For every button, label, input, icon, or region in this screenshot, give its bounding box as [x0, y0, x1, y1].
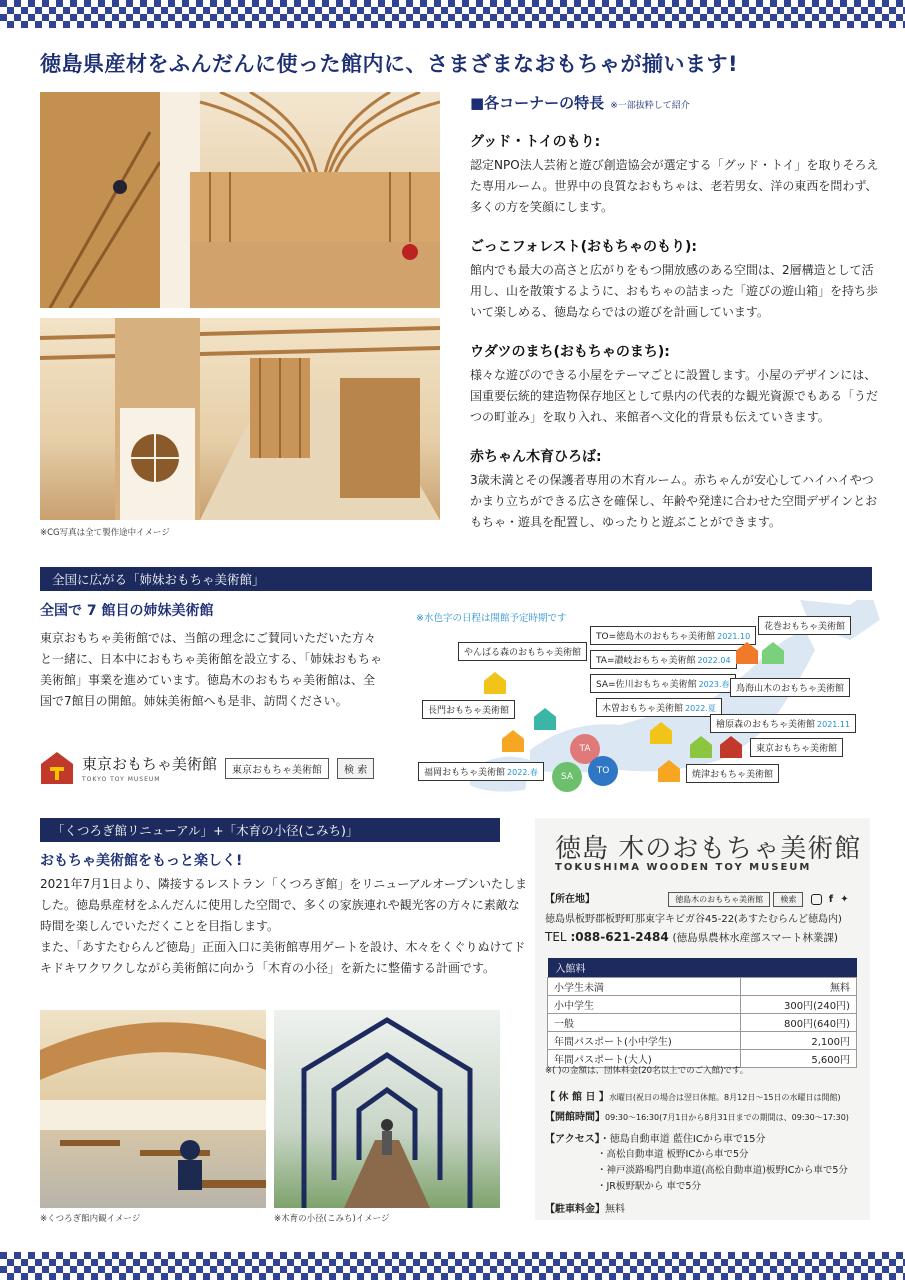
fee-row — [548, 1014, 857, 1032]
parking-label: 【駐車料金】 — [545, 1204, 605, 1215]
fee-row — [548, 978, 857, 996]
fee-row — [548, 996, 857, 1014]
features-heading-text: ■各コーナーの特長 — [470, 94, 605, 112]
fee-value: 2,100円 — [740, 1032, 856, 1050]
museum-name: 福岡おもちゃ美術館 — [424, 768, 506, 778]
features-heading-note: ※一部抜粋して紹介 — [610, 101, 690, 111]
page-headline: 徳島県産材をふんだんに使った館内に、さまざまなおもちゃが揃います! — [40, 52, 739, 76]
legend-year: 2022.04 — [697, 656, 731, 665]
map-legend-item — [590, 626, 756, 645]
legend-text: TA=讃岐おもちゃ美術館 — [596, 656, 696, 666]
museum-label — [458, 642, 587, 661]
closed-text: 水曜日(祝日の場合は翌日休館。8月12日〜15日の水曜日は開館) — [608, 1093, 841, 1102]
feature-item — [470, 446, 880, 533]
twitter-icon[interactable]: ✦ — [840, 894, 849, 905]
info-title-en: TOKUSHIMA WOODEN TOY MUSEUM — [555, 862, 812, 873]
caption-kutsurogi: ※くつろぎ館内観イメージ — [40, 1214, 141, 1224]
sister-section-bar: 全国に広がる「姉妹おもちゃ美術館」 — [40, 567, 872, 591]
feature-title: グッド・トイのもり: — [470, 134, 601, 150]
feature-item — [470, 341, 880, 428]
museum-label — [750, 738, 843, 757]
access-item: ・徳島自動車道 藍住ICから車で15分 — [599, 1134, 766, 1145]
sister-museum-map — [410, 600, 880, 800]
museum-name: 長門おもちゃ美術館 — [428, 706, 510, 716]
circle-marker: TO — [588, 756, 618, 786]
legend-text: TO=徳島木のおもちゃ美術館 — [596, 632, 716, 642]
museum-label — [418, 762, 544, 781]
fee-label: 年間パスポート(小中学生) — [548, 1032, 741, 1050]
museum-label — [710, 714, 856, 733]
feature-body: 認定NPO法人芸術と遊び創造協会が選定する「グッド・トイ」を取りそろえた専用ルーム。世界中の良質なおもちゃは、老若男女、洋の東西を問わず、多くの方を笑顔にします。 — [470, 158, 879, 214]
access-item: ・神戸淡路鳴門自動車道(高松自動車道)板野ICから車で5分 — [597, 1165, 848, 1176]
map-legend-item — [590, 650, 737, 669]
feature-title: 赤ちゃん木育ひろば: — [470, 449, 602, 465]
hours-label: 【開館時間】 — [545, 1112, 605, 1123]
circle-marker: SA — [552, 762, 582, 792]
closed-row — [545, 1088, 841, 1103]
photo-mokuiku-path — [274, 1010, 500, 1208]
features-heading — [470, 92, 880, 113]
photo-interior-town — [40, 318, 440, 520]
facebook-icon[interactable]: f — [828, 894, 834, 905]
access-row — [545, 1130, 766, 1145]
museum-name: 東京おもちゃ美術館 — [756, 744, 838, 754]
feature-title: ウダツのまち(おもちゃのまち): — [470, 344, 670, 360]
map-legend-item — [590, 674, 736, 693]
fee-value: 300円(240円) — [740, 996, 856, 1014]
fee-label: 年間パスポート(大人) — [548, 1050, 741, 1068]
museum-name: 鳥海山木のおもちゃ美術館 — [736, 684, 845, 694]
feature-item — [470, 236, 880, 323]
address: 徳島県板野郡板野町那東字キビガ谷45-22(あすたむらんど徳島内) — [545, 914, 842, 925]
info-search-button: 検索 — [773, 892, 803, 907]
info-search-box: 徳島木のおもちゃ美術館 — [668, 892, 770, 907]
museum-label — [422, 700, 515, 719]
fee-value: 5,600円 — [740, 1050, 856, 1068]
feature-body: 館内でも最大の高さと広がりをもつ開放感のある空間は、2層構造として活用し、山を散策するように、おもちゃの詰まった「遊びの遊山箱」を持ち歩いて楽しめる、徳島ならではの遊びを計画しています。 — [470, 263, 879, 319]
museum-name: 焼津おもちゃ美術館 — [692, 770, 774, 780]
museum-year: 2022.夏 — [685, 704, 716, 713]
fee-table-header: 入館料 — [548, 958, 857, 978]
features-section — [470, 92, 880, 533]
renewal-paragraph: また、「あすたむらんど徳島」正面入口に美術館専用ゲートを設け、木々をくぐりぬけてドキドキワクワクしながら美術館に向かう「木育の小径」を新たに整備する計画です。 — [40, 940, 526, 975]
museum-label — [758, 616, 851, 635]
photo-caption-cg: ※CG写真は全て製作途中イメージ — [40, 528, 170, 538]
renewal-paragraph: 2021年7月1日より、隣接するレストラン「くつろぎ館」をリニューアルオープンいたしました。徳島県産材をふんだんに使用した空間で、多くの家族連れや観光客の方々に素敵な時間を楽しんでいただくことを目指します。 — [40, 877, 528, 933]
museum-name: 花巻おもちゃ美術館 — [764, 622, 846, 632]
parking-row — [545, 1200, 625, 1215]
museum-name: 檜原森のおもちゃ美術館 — [716, 720, 816, 730]
feature-body: 3歳未満とその保護者専用の木育ルーム。赤ちゃんが安心してハイハイやつかまり立ちができる広さを確保し、年齢や発達に合わせた空間デザインとおもちゃ・遊具を配置し、ゆったりと遊ぶことができます。 — [470, 473, 878, 529]
feature-title: ごっこフォレスト(おもちゃのもり): — [470, 239, 697, 255]
caption-mokuiku: ※木育の小径(こみち)イメージ — [274, 1214, 390, 1224]
tel-note: (徳島県農林水産部スマート林業課) — [672, 932, 839, 944]
circle-marker: TA — [570, 734, 600, 764]
museum-label — [596, 698, 722, 717]
fee-table — [547, 958, 857, 1068]
checkered-band-bottom — [0, 1252, 905, 1280]
fee-value: 800円(640円) — [740, 1014, 856, 1032]
legend-year: 2023.春 — [698, 680, 730, 689]
tel-label: TEL — [545, 930, 567, 944]
tokyo-toy-museum-logo-icon — [40, 751, 74, 785]
tel-row — [545, 930, 838, 945]
location-label: 【所在地】 — [545, 894, 595, 905]
tokyo-search-button: 検 索 — [337, 758, 374, 779]
closed-label: 【 休 館 日 】 — [545, 1092, 609, 1103]
museum-year: 2021.11 — [817, 720, 851, 729]
museum-year: 2022.春 — [507, 768, 538, 777]
museum-label — [686, 764, 779, 783]
fee-note: ※( )の金額は、団体料金(20名以上でのご入館)です。 — [545, 1066, 749, 1076]
tel-number: :088-621-2484 — [570, 930, 669, 944]
sister-body: 東京おもちゃ美術館では、当館の理念にご賛同いただいた方々と一緒に、日本中におもちゃ美術館を設立する、「姉妹おもちゃ美術館」事業を進めています。徳島木のおもちゃ美術館は、全国で7館目の開館。姉妹美術館へも是非、訪問ください。 — [40, 631, 383, 708]
photo-interior-forest — [40, 92, 440, 308]
fee-label: 小学生未満 — [548, 978, 741, 996]
legend-year: 2021.10 — [717, 632, 751, 641]
fee-label: 一般 — [548, 1014, 741, 1032]
location-row — [545, 890, 849, 905]
sister-title: 全国で 7 館目の姉妹美術館 — [40, 603, 214, 619]
renewal-section-bar: 「くつろぎ館リニューアル」+「木育の小径(こみち)」 — [40, 818, 500, 842]
museum-info-panel — [535, 818, 870, 1220]
feature-item — [470, 131, 880, 218]
access-item: ・高松自動車道 板野ICから車で5分 — [597, 1149, 749, 1160]
museum-name: やんばる森のおもちゃ美術館 — [464, 648, 582, 658]
fee-label: 小中学生 — [548, 996, 741, 1014]
museum-label — [730, 678, 850, 697]
photo-kutsurogi-interior — [40, 1010, 266, 1208]
feature-body: 様々な遊びのできる小屋をテーマごとに設置します。小屋のデザインには、国重要伝統的建造物保存地区として県内の代表的な観光資源でもある「うだつの町並み」を取り入れ、来館者へ文化的背景も伝えていきます。 — [470, 368, 879, 424]
tokyo-search-box: 東京おもちゃ美術館 — [225, 758, 329, 779]
access-item: ・JR板野駅から 車で5分 — [597, 1181, 701, 1192]
checkered-band-top — [0, 0, 905, 28]
info-title: 徳島 木のおもちゃ美術館 — [555, 834, 862, 864]
museum-name: 木曽おもちゃ美術館 — [602, 704, 684, 714]
renewal-title: おもちゃ美術館をもっと楽しく! — [40, 853, 243, 869]
hours-row — [545, 1108, 849, 1123]
logo-subtext: TOKYO TOY MUSEUM — [82, 775, 161, 783]
fee-value: 無料 — [740, 978, 856, 996]
logo-text: 東京おもちゃ美術館 — [82, 754, 218, 773]
renewal-body — [40, 874, 530, 979]
parking-text: 無料 — [605, 1204, 625, 1215]
instagram-icon[interactable] — [811, 894, 822, 905]
hours-text: 09:30〜16:30(7月1日から8月31日までの期間は、09:30〜17:30) — [605, 1113, 849, 1122]
tokyo-toy-museum-logo-row — [40, 748, 400, 788]
tokyo-toy-museum-logo-text — [82, 754, 217, 783]
access-label: 【アクセス】 — [545, 1134, 600, 1145]
map-note: ※水色字の日程は開館予定時期です — [416, 613, 567, 624]
legend-text: SA=佐川おもちゃ美術館 — [596, 680, 697, 690]
fee-row — [548, 1032, 857, 1050]
